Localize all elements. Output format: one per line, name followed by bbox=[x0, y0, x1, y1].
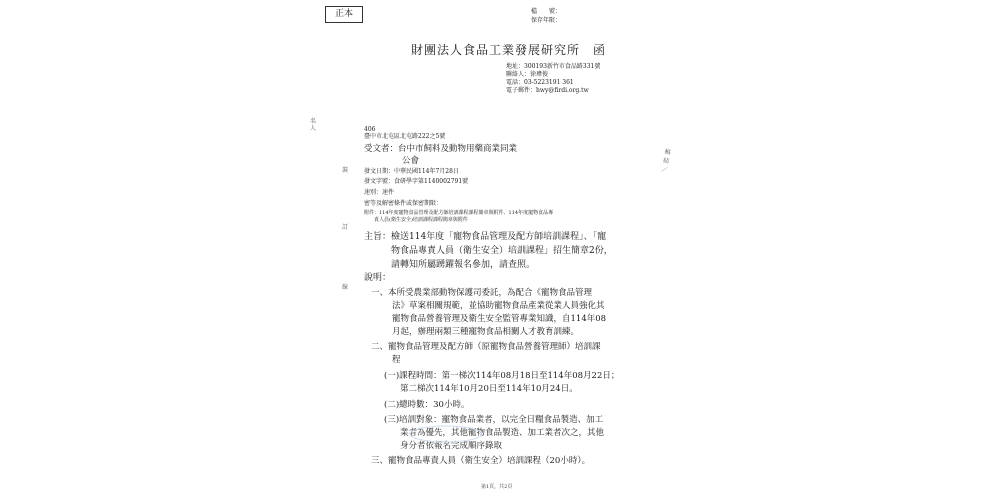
attachment-line-2: 責人員(衛生安全)培訓課程課程簡章與附件 bbox=[374, 217, 468, 223]
retention-label: 保存年限： bbox=[531, 17, 562, 24]
classification: 密等及解密條件或保密期限： bbox=[364, 200, 443, 207]
recipient-line-2: 公會 bbox=[402, 156, 420, 166]
page-footer: 第1頁，共2頁 bbox=[481, 484, 513, 490]
recipient-address: 臺中市北屯區北屯路222之5號 bbox=[364, 133, 446, 140]
explanation-line: 二、寵物食品管理及配方師（原寵物食品營養管理師）培訓課 bbox=[371, 342, 601, 352]
side-note-right: 稿 結 ／ bbox=[660, 148, 672, 175]
delivery-speed: 速別：速件 bbox=[364, 189, 395, 196]
faint-stamp-mark bbox=[406, 424, 486, 444]
explanation-line: 身分者依報名完成順序錄取 bbox=[400, 441, 503, 451]
explanation-line: 程 bbox=[392, 355, 401, 365]
subject-line-2: 物食品專責人員（衛生安全）培訓課程」招生簡章2份， bbox=[391, 246, 613, 256]
reference-number: 發文字號：食研學字第1140002791號 bbox=[364, 178, 469, 185]
explanation-line: (三)培訓對象：寵物食品業者，以完全日糧食品製造、加工 bbox=[384, 415, 604, 425]
recipient-postcode: 406 bbox=[364, 126, 376, 133]
explanation-line: 月起，辦理兩類三種寵物食品相關人才教育訓練。 bbox=[392, 327, 580, 337]
subject-line-3: 請轉知所屬踴躍報名參加，請查照。 bbox=[391, 260, 536, 270]
explanation-line: 法》草案相關規範，並協助寵物食品產業從業人員強化其 bbox=[392, 301, 605, 311]
explanation-line: 第二梯次114年10月20日至114年10月24日。 bbox=[400, 384, 578, 394]
faint-watermark bbox=[406, 424, 486, 448]
explanation-line: 三、寵物食品專責人員（衛生安全）培訓課程（20小時）。 bbox=[371, 456, 591, 466]
explanation-line: 寵物食品營養管理及衛生安全監管專業知識，自114年08 bbox=[392, 314, 607, 324]
explanation-line: (二)總時數：30小時。 bbox=[384, 400, 470, 410]
binding-mark-xian: 線 bbox=[342, 284, 349, 291]
page-title: 財團法人食品工業發展研究所 函 bbox=[411, 43, 607, 57]
explanation-line: 業者為優先，其他寵物食品製造、加工業者次之，其他 bbox=[400, 428, 605, 438]
document-page bbox=[310, 0, 686, 500]
explanation-line: 一、本所受農業部動物保護司委託，為配合《寵物食品管理 bbox=[371, 288, 593, 298]
sender-email: 電子郵件：hwy@firdi.org.tw bbox=[506, 87, 589, 94]
recipient-line-1: 受文者：台中市飼料及動物用藥商業同業 bbox=[364, 144, 518, 154]
sender-phone: 電話：03-5223191 361 bbox=[506, 79, 574, 86]
explanation-line: (一)課程時間：第一梯次114年08月18日至114年08月22日； bbox=[384, 371, 620, 381]
binding-mark-zhuang: 裝 bbox=[342, 167, 349, 174]
sender-contact: 聯絡人：徐瑋俊 bbox=[506, 71, 549, 78]
issue-date: 發文日期：中華民國114年7月28日 bbox=[364, 168, 459, 175]
original-copy-stamp: 正本 bbox=[325, 6, 363, 23]
binding-mark-ding: 訂 bbox=[342, 224, 349, 231]
attachment-line-1: 附件：114年度寵物食品管理及配方師培訓課程課程簡章與附件、114年度寵物食品專 bbox=[364, 210, 554, 216]
side-note-left: 名 人 bbox=[310, 118, 317, 132]
archive-no-label: 檔 號： bbox=[531, 8, 562, 15]
subject-line-1: 主旨：檢送114年度「寵物食品管理及配方師培訓課程」、「寵 bbox=[364, 232, 607, 242]
explanation-label: 說明： bbox=[364, 273, 392, 283]
sender-address: 地址：300193新竹市食品路331號 bbox=[506, 63, 601, 70]
